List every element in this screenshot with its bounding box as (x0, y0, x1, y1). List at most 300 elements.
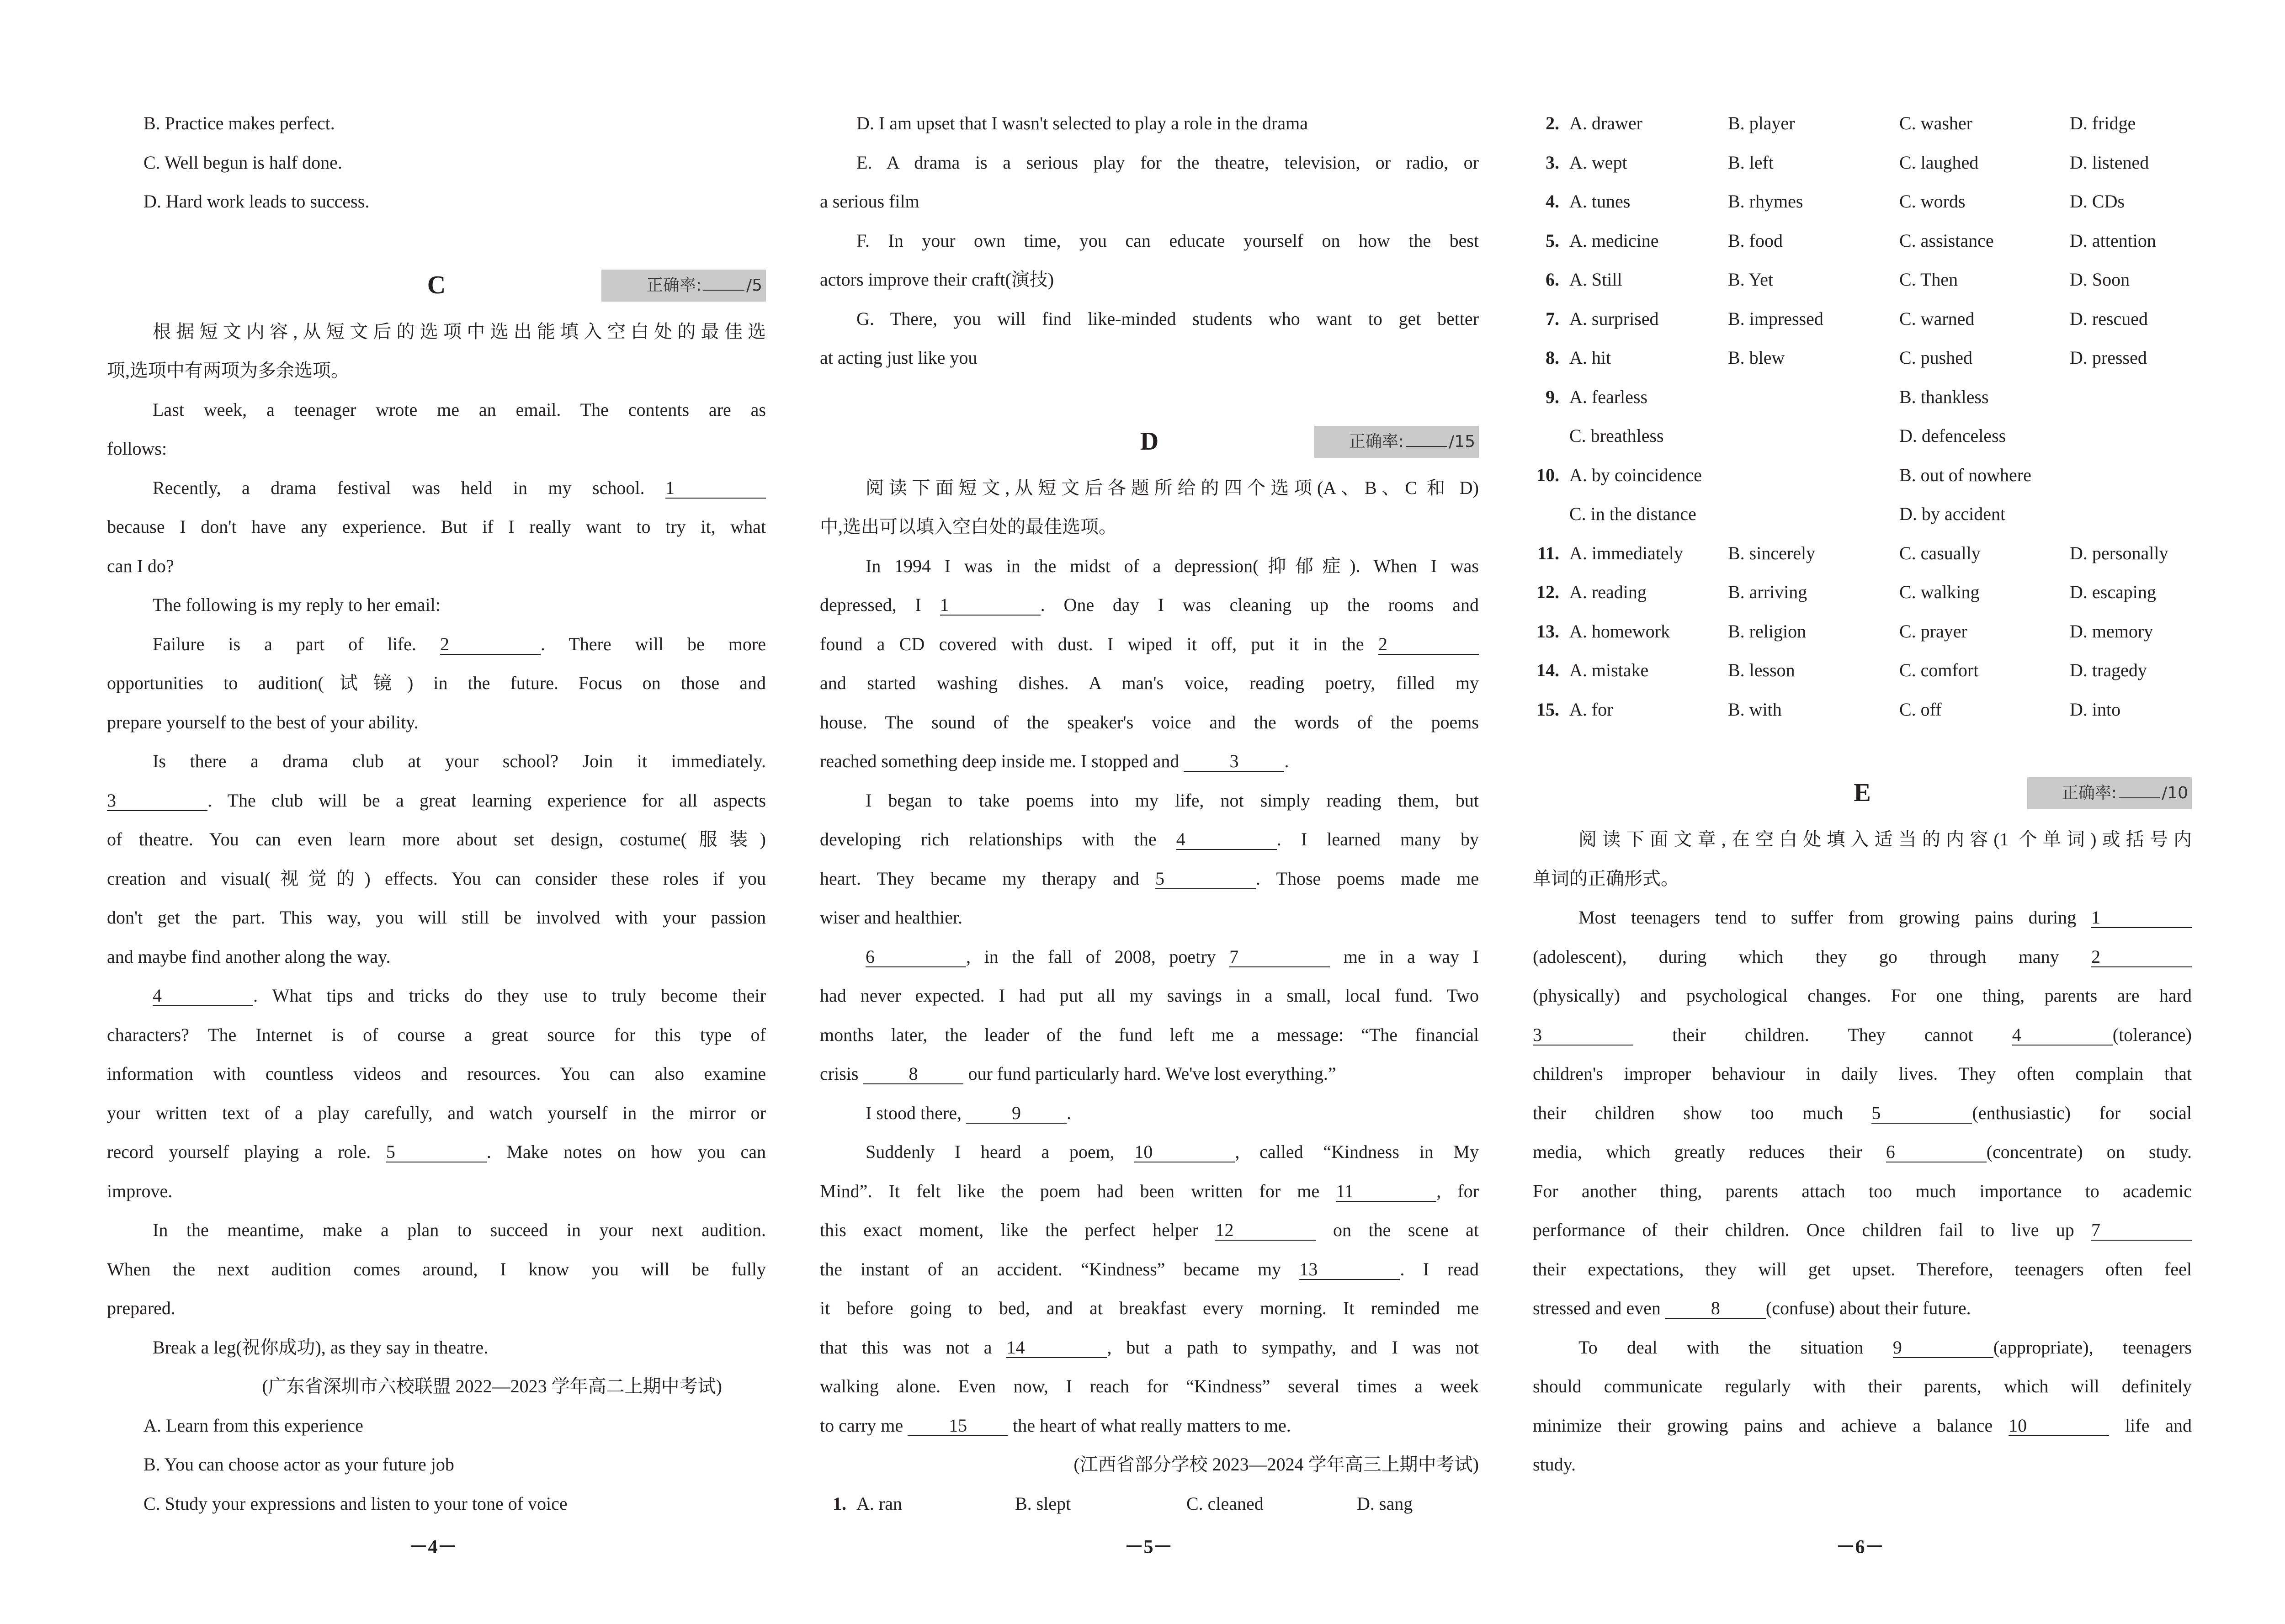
text-line: Break a leg(祝你成功), as they say in theatre. (153, 1337, 489, 1358)
text-segment: the instant of an accident. “Kindness” became my (820, 1258, 1300, 1279)
question-options-row (1533, 143, 2192, 182)
text-segment: to carry me (820, 1415, 908, 1436)
text-segment: the heart of what really matters to me. (1008, 1415, 1291, 1436)
answer-blank[interactable]: 10 (1134, 1142, 1235, 1162)
question-number: 4. (1546, 191, 1559, 212)
text-line: 项,选项中有两项为多余选项。 (107, 360, 349, 381)
answer-option: B. out of nowhere (1899, 464, 2031, 485)
answer-option: A. homework (1569, 621, 1670, 642)
answer-option: A. wept (1569, 152, 1627, 173)
text-line: because I don't have any experience. But if I really want to try it, what (107, 516, 766, 537)
answer-blank[interactable]: 10 (2009, 1416, 2109, 1436)
text-line (1533, 1210, 2192, 1250)
text-segment: our fund particularly hard. We've lost everything.” (963, 1063, 1336, 1084)
text-segment: reached something deep inside me. I stopped and (820, 751, 1184, 771)
text-line: 阅读下面文章,在空白处填入适当的内容(1 个单词)或括号内 (1578, 829, 2192, 849)
text-line (1533, 1015, 2192, 1055)
answer-option: C. washer (1899, 113, 1972, 133)
answer-option: C. cleaned (1186, 1493, 1264, 1514)
text-line (820, 625, 1479, 664)
answer-option: D. Soon (2070, 269, 2130, 290)
answer-blank[interactable]: 2 (2091, 947, 2192, 967)
text-line (820, 1172, 1479, 1211)
text-line: improve. (107, 1180, 173, 1201)
text-segment: (enthusiastic) for social (1972, 1102, 2192, 1123)
question-options-row (1533, 377, 2192, 417)
text-line: When the next audition comes around, I know you will be fully (107, 1258, 766, 1279)
text-segment: heart. They became my therapy and (820, 868, 1155, 889)
text-line: opportunities to audition(试镜) in the future. Focus on those and (107, 673, 766, 693)
answer-blank[interactable]: 15 (908, 1416, 1008, 1436)
text-segment: (concentrate) on study. (1986, 1141, 2192, 1162)
paragraph (820, 1093, 1479, 1133)
page-5-column (820, 104, 1479, 1523)
answer-blank[interactable]: 2 (1378, 635, 1479, 655)
text-line: and maybe find another along the way. (107, 946, 391, 967)
text-line: your written text of a play carefully, and watch yourself in the mirror or (107, 1102, 766, 1123)
answer-blank[interactable]: 13 (1299, 1260, 1400, 1280)
text-segment: . I learned many by (1276, 829, 1479, 849)
text-segment: Most teenagers tend to suffer from growing pains during (1578, 907, 2091, 928)
text-line: E. A drama is a serious play for the theatre, television, or radio, or (856, 152, 1479, 173)
answer-option: D. CDs (2070, 191, 2125, 212)
answer-blank[interactable]: 1 (2091, 908, 2192, 928)
question-options-row (1533, 651, 2192, 690)
text-line: I began to take poems into my life, not simply reading them, but (866, 790, 1479, 811)
answer-blank[interactable]: 1 (940, 595, 1041, 616)
answer-option: D. by accident (1899, 504, 2006, 524)
text-line (107, 625, 766, 664)
text-line (820, 937, 1479, 977)
text-line (1533, 1093, 2192, 1133)
answer-option: B. Yet (1728, 269, 1773, 290)
paragraph (1533, 898, 2192, 1328)
question-options-row (1533, 221, 2192, 260)
question-options-row (1533, 534, 2192, 573)
text-segment: their children. They cannot (1633, 1024, 2012, 1045)
answer-blank[interactable]: 2 (440, 635, 541, 655)
text-line: at acting just like you (820, 347, 978, 368)
question-options-row (1533, 612, 2192, 651)
text-line: D. Hard work leads to success. (143, 191, 370, 212)
answer-blank[interactable]: 4 (153, 986, 253, 1006)
text-segment: media, which greatly reduces their (1533, 1141, 1886, 1162)
text-line: 根据短文内容,从短文后的选项中选出能填入空白处的最佳选 (153, 321, 766, 342)
text-line: prepare yourself to the best of your ability. (107, 711, 419, 732)
answer-option: D. rescued (2070, 308, 2148, 329)
text-segment: . Make notes on how you can (486, 1141, 766, 1162)
answer-blank[interactable]: 9 (1893, 1338, 1993, 1358)
text-line: a serious film (820, 191, 919, 212)
text-line: months later, the leader of the fund left me a message: “The financial (820, 1024, 1479, 1045)
paragraph (107, 625, 766, 742)
answer-option: C. warned (1899, 308, 1975, 329)
page-4-column (107, 104, 766, 1523)
text-segment: , for (1436, 1180, 1479, 1201)
text-line (820, 742, 1479, 781)
question-options-row (1533, 573, 2192, 612)
answer-option: A. hit (1569, 347, 1611, 368)
text-segment: . One day I was cleaning up the rooms and (1040, 594, 1479, 615)
answer-blank[interactable]: 5 (386, 1142, 487, 1162)
answer-option: D. fridge (2070, 113, 2136, 133)
section-letter: D (1140, 427, 1159, 456)
text-line: study. (1533, 1454, 1576, 1475)
score-input[interactable] (2119, 779, 2160, 798)
answer-option: A. medicine (1569, 230, 1659, 251)
text-segment: their children show too much (1533, 1102, 1872, 1123)
text-line: A. Learn from this experience (143, 1415, 363, 1436)
answer-blank[interactable]: 5 (1871, 1104, 1972, 1124)
answer-option: A. ran (856, 1493, 902, 1514)
answer-option: B. thankless (1899, 386, 1989, 407)
answer-option: B. arriving (1728, 582, 1807, 602)
score-input[interactable] (703, 271, 744, 291)
question-number: 1. (833, 1493, 846, 1514)
question-options-row (1533, 338, 2192, 377)
answer-option: D. listened (2070, 152, 2149, 173)
text-line: characters? The Internet is of course a great source for this type of (107, 1024, 766, 1045)
text-line: C. Study your expressions and listen to your tone of voice (143, 1493, 568, 1514)
section-header (820, 377, 1479, 468)
text-segment: (confuse) about their future. (1765, 1298, 1971, 1318)
text-line: C. Well begun is half done. (143, 152, 342, 173)
text-segment: . (1066, 1102, 1071, 1123)
answer-blank[interactable]: 5 (1155, 869, 1256, 889)
paragraph (107, 312, 766, 390)
text-segment: , called “Kindness in My (1235, 1141, 1479, 1162)
text-line: their expectations, they will get upset. Therefore, teenagers often feel (1533, 1258, 2192, 1279)
text-line: prepared. (107, 1298, 175, 1318)
answer-option: B. blew (1728, 347, 1785, 368)
answer-option: B. player (1728, 113, 1795, 133)
question-options-row (1533, 260, 2192, 299)
text-line: For another thing, parents attach too much importance to academic (1533, 1180, 2192, 1201)
answer-option: B. with (1728, 699, 1782, 720)
answer-option: C. laughed (1899, 152, 1979, 173)
question-options-row (820, 1484, 1479, 1523)
answer-option: B. lesson (1728, 660, 1795, 680)
paragraph (107, 742, 766, 976)
text-segment: found a CD covered with dust. I wiped it off, put it in the (820, 633, 1378, 654)
text-line: The following is my reply to her email: (153, 594, 441, 615)
score-total: /15 (1449, 432, 1475, 451)
answer-option: B. left (1728, 152, 1774, 173)
answer-option: A. fearless (1569, 386, 1648, 407)
question-number: 5. (1546, 230, 1559, 251)
page-number: －6－ (1836, 1537, 1884, 1558)
score-box (1314, 426, 1479, 458)
text-line: should communicate regularly with their parents, which will definitely (1533, 1376, 2192, 1396)
text-segment: . I read (1400, 1258, 1479, 1279)
answer-option: D. personally (2070, 542, 2168, 563)
paragraph (820, 468, 1479, 547)
answer-blank[interactable]: 8 (1665, 1299, 1766, 1319)
text-line: don't get the part. This way, you will still be involved with your passion (107, 907, 766, 928)
question-options-row (1533, 299, 2192, 339)
text-line (820, 1210, 1479, 1250)
question-options-row (1533, 494, 2192, 534)
answer-blank[interactable]: 12 (1215, 1221, 1316, 1241)
answer-option: A. mistake (1569, 660, 1649, 680)
answer-option: A. for (1569, 699, 1613, 720)
text-line: actors improve their craft(演技) (820, 269, 1054, 290)
text-line: 中,选出可以填入空白处的最佳选项。 (820, 516, 1117, 537)
answer-option: B. slept (1015, 1493, 1071, 1514)
text-segment: . There will be more (540, 633, 766, 654)
answer-option: C. comfort (1899, 660, 1979, 680)
text-segment: developing rich relationships with the (820, 829, 1176, 849)
text-segment: . The club will be a great learning experience for all aspects (207, 790, 766, 811)
section-header (107, 221, 766, 312)
answer-blank[interactable]: 4 (1176, 830, 1277, 850)
text-segment: (appropriate), teenagers (1993, 1337, 2192, 1358)
text-line: B. Practice makes perfect. (143, 113, 335, 133)
text-line (820, 820, 1479, 859)
text-segment: this exact moment, like the perfect helper (820, 1220, 1216, 1240)
answer-option: A. by coincidence (1569, 464, 1702, 485)
answer-option: D. memory (2070, 621, 2153, 642)
answer-blank[interactable]: 14 (1006, 1338, 1107, 1358)
option-item (820, 221, 1479, 299)
question-options-row (1533, 416, 2192, 456)
text-line (1533, 937, 2192, 977)
text-line: had never expected. I had put all my savings in a small, local fund. Two (820, 985, 1479, 1006)
answer-blank[interactable]: 6 (1886, 1142, 1987, 1162)
text-line: In 1994 I was in the midst of a depression(抑郁症). When I was (866, 555, 1479, 576)
page-number: －5－ (1124, 1537, 1173, 1558)
text-segment: stressed and even (1533, 1298, 1665, 1318)
text-segment: me in a way I (1330, 946, 1479, 967)
answer-option: B. rhymes (1728, 191, 1803, 212)
text-line (1533, 1289, 2192, 1328)
answer-option: B. religion (1728, 621, 1807, 642)
option-item (107, 1406, 766, 1445)
text-segment: Mind”. It felt like the poem had been written for me (820, 1180, 1336, 1201)
text-line: 单词的正确形式。 (1533, 868, 1679, 889)
text-line: Last week, a teenager wrote me an email. The contents are as (153, 399, 766, 420)
paragraph (820, 547, 1479, 781)
question-number: 9. (1546, 386, 1559, 407)
text-line: follows: (107, 438, 167, 459)
text-line (820, 1250, 1479, 1289)
source-citation: (广东省深圳市六校联盟 2022—2023 学年高二上期中考试) (262, 1376, 722, 1396)
text-segment: on the scene at (1316, 1220, 1479, 1240)
text-line: and started washing dishes. A man's voice, reading poetry, filled my (820, 673, 1479, 693)
text-segment: crisis (820, 1063, 863, 1084)
text-segment: . What tips and tricks do they use to truly become their (253, 985, 766, 1006)
score-box (2027, 777, 2192, 809)
text-line (820, 1132, 1479, 1172)
score-total: /10 (2162, 784, 2188, 802)
paragraph (107, 1210, 766, 1328)
paragraph (107, 1328, 766, 1367)
score-label: 正确率: (1349, 432, 1404, 451)
answer-option: C. prayer (1899, 621, 1967, 642)
text-segment: I stood there, (866, 1102, 966, 1123)
answer-option: B. impressed (1728, 308, 1823, 329)
text-line: G. There, you will find like-minded students who want to get better (856, 308, 1479, 329)
text-line: D. I am upset that I wasn't selected to play a role in the drama (856, 113, 1308, 133)
answer-option: D. defenceless (1899, 425, 2006, 446)
text-line: 阅读下面短文,从短文后各题所给的四个选项(A、B、C 和 D) (866, 477, 1479, 498)
paragraph (1533, 1328, 2192, 1484)
text-segment: . Those poems made me (1255, 868, 1479, 889)
text-line: of theatre. You can even learn more about set design, costume(服装) (107, 829, 766, 849)
question-options-row (1533, 104, 2192, 143)
question-number: 15. (1536, 699, 1559, 720)
answer-option: D. attention (2070, 230, 2156, 251)
text-segment: Recently, a drama festival was held in my school. (153, 477, 665, 498)
score-input[interactable] (1406, 428, 1447, 447)
text-segment: minimize their growing pains and achieve a balance (1533, 1415, 2009, 1436)
answer-option: A. immediately (1569, 542, 1683, 563)
score-box (601, 270, 766, 302)
text-line (107, 781, 766, 820)
text-segment: Failure is a part of life. (153, 633, 440, 654)
answer-option: D. tragedy (2070, 660, 2147, 680)
paragraph (107, 468, 766, 586)
text-segment: . (1284, 751, 1289, 771)
answer-blank[interactable]: 4 (2012, 1025, 2113, 1046)
text-line (107, 1132, 766, 1172)
text-line: it before going to bed, and at breakfast every morning. It reminded me (820, 1298, 1479, 1318)
text-line: information with countless videos and resources. You can also examine (107, 1063, 766, 1084)
question-number: 6. (1546, 269, 1559, 290)
question-number: 14. (1536, 660, 1559, 680)
text-line (820, 585, 1479, 625)
text-line: B. You can choose actor as your future job (143, 1454, 454, 1475)
answer-option: C. Then (1899, 269, 1958, 290)
text-line: children's improper behaviour in daily lives. They often complain that (1533, 1063, 2192, 1084)
paragraph (820, 1132, 1479, 1445)
answer-blank[interactable]: 3 (1533, 1025, 1633, 1046)
text-line (107, 468, 766, 508)
section-header (1533, 729, 2192, 820)
answer-option: C. words (1899, 191, 1966, 212)
option-item (107, 1484, 766, 1523)
question-number: 12. (1536, 582, 1559, 602)
answer-option: A. Still (1569, 269, 1622, 290)
score-total: /5 (746, 276, 762, 295)
question-options-row (1533, 456, 2192, 495)
answer-option: D. into (2070, 699, 2121, 720)
text-line (1533, 1328, 2192, 1367)
score-label: 正确率: (646, 276, 701, 295)
question-number: 7. (1546, 308, 1559, 329)
page-6-column (1533, 104, 2192, 1484)
text-line (107, 976, 766, 1015)
text-segment: To deal with the situation (1578, 1337, 1893, 1358)
paragraph (107, 976, 766, 1210)
text-segment: (tolerance) (2112, 1024, 2192, 1045)
answer-option: C. assistance (1899, 230, 1994, 251)
paragraph (820, 781, 1479, 937)
section-letter: C (427, 271, 446, 299)
answer-option: A. tunes (1569, 191, 1631, 212)
answer-blank[interactable]: 8 (863, 1064, 963, 1084)
answer-option: C. breathless (1569, 425, 1664, 446)
option-item (820, 143, 1479, 221)
answer-option: A. drawer (1569, 113, 1642, 133)
text-segment: depressed, I (820, 594, 940, 615)
answer-option: B. sincerely (1728, 542, 1816, 563)
answer-blank[interactable]: 7 (2091, 1221, 2192, 1241)
answer-blank[interactable]: 6 (866, 947, 966, 967)
text-line: wiser and healthier. (820, 907, 963, 928)
text-line (820, 1328, 1479, 1367)
section-letter: E (1854, 779, 1871, 807)
answer-option: C. in the distance (1569, 504, 1696, 524)
text-line: walking alone. Even now, I reach for “Kindness” several times a week (820, 1376, 1479, 1396)
answer-option: D. pressed (2070, 347, 2147, 368)
text-line (820, 1406, 1479, 1445)
option-item (820, 104, 1479, 143)
text-segment: that this was not a (820, 1337, 1007, 1358)
paragraph (107, 390, 766, 468)
option-item (107, 1445, 766, 1484)
text-segment: , in the fall of 2008, poetry (966, 946, 1230, 967)
text-line: can I do? (107, 555, 174, 576)
score-label: 正确率: (2062, 784, 2117, 802)
text-line: Is there a drama club at your school? Join it immediately. (153, 751, 766, 771)
answer-option: C. pushed (1899, 347, 1972, 368)
text-line: (physically) and psychological changes. For one thing, parents are hard (1533, 985, 2192, 1006)
answer-blank[interactable]: 1 (665, 478, 766, 499)
question-options-row (1533, 182, 2192, 221)
text-line (1533, 1406, 2192, 1445)
question-number: 13. (1536, 621, 1559, 642)
option-item (107, 143, 766, 182)
answer-option: A. surprised (1569, 308, 1659, 329)
text-segment: Suddenly I heard a poem, (866, 1141, 1135, 1162)
text-segment: , but a path to sympathy, and I was not (1107, 1337, 1479, 1358)
question-number: 11. (1537, 542, 1559, 563)
text-line: house. The sound of the speaker's voice and the words of the poems (820, 711, 1479, 732)
option-item (820, 299, 1479, 377)
source-citation: (江西省部分学校 2023—2024 学年高三上期中考试) (1073, 1454, 1479, 1475)
text-segment: record yourself playing a role. (107, 1141, 386, 1162)
option-item (107, 182, 766, 221)
text-line (820, 859, 1479, 898)
answer-blank[interactable]: 11 (1336, 1182, 1436, 1202)
answer-option: D. escaping (2070, 582, 2156, 602)
text-segment: (adolescent), during which they go through many (1533, 946, 2091, 967)
question-number: 10. (1536, 464, 1559, 485)
answer-blank[interactable]: 7 (1229, 947, 1330, 967)
paragraph (107, 585, 766, 625)
text-line (1533, 898, 2192, 937)
question-number: 8. (1546, 347, 1559, 368)
question-options-row (1533, 690, 2192, 729)
text-line (820, 1054, 1479, 1093)
option-item (107, 104, 766, 143)
text-line (820, 1093, 1479, 1133)
answer-option: C. casually (1899, 542, 1981, 563)
page-number: －4－ (409, 1537, 457, 1558)
answer-blank[interactable]: 3 (107, 791, 207, 811)
answer-option: B. food (1728, 230, 1783, 251)
answer-option: A. reading (1569, 582, 1647, 602)
question-number: 2. (1546, 113, 1559, 133)
answer-blank[interactable]: 9 (966, 1104, 1067, 1124)
answer-blank[interactable]: 3 (1184, 752, 1284, 772)
text-line: creation and visual(视觉的) effects. You can consider these roles if you (107, 868, 766, 889)
text-segment: life and (2109, 1415, 2192, 1436)
text-line: In the meantime, make a plan to succeed in your next audition. (153, 1220, 766, 1240)
answer-option: C. off (1899, 699, 1942, 720)
text-segment: performance of their children. Once children fail to live up (1533, 1220, 2091, 1240)
